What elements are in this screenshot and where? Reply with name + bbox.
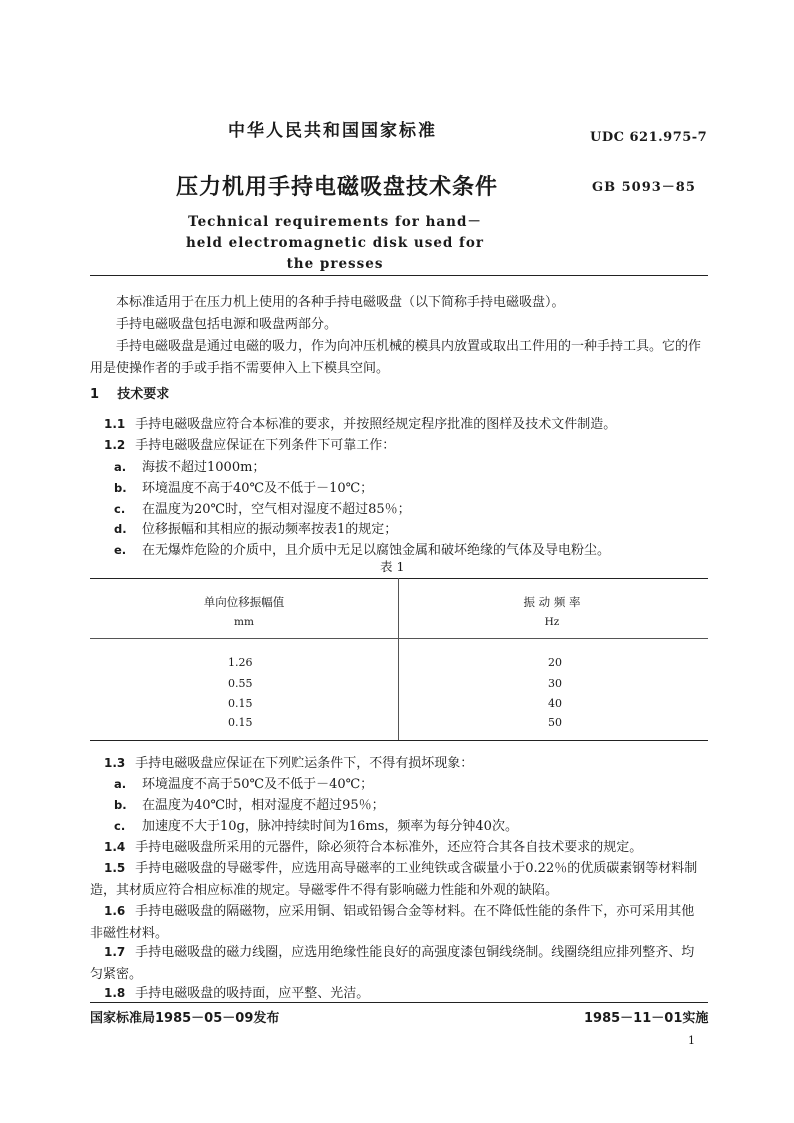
table-header-amplitude-unit: mm — [234, 616, 254, 628]
clause-number: 1.5 — [104, 861, 126, 875]
list-text: 海拔不超过1000m； — [142, 460, 266, 475]
section-1-number: 1 — [90, 387, 100, 402]
list-item — [90, 477, 706, 500]
clause-1-4 — [90, 836, 706, 859]
header-divider — [90, 275, 708, 276]
clause-number: 1.7 — [104, 945, 126, 959]
issue-date: 国家标准局1985－05－09发布 — [90, 1011, 280, 1026]
clause-1-5 — [90, 857, 706, 902]
list-item — [90, 794, 706, 817]
list-label: b. — [114, 798, 127, 812]
clause-text: 手持电磁吸盘应符合本标准的要求，并按照经规定程序批准的图样及技术文件制造。 — [135, 417, 617, 432]
table-caption: 表 1 — [380, 559, 405, 574]
list-label: e. — [114, 543, 127, 557]
document-title-cn: 压力机用手持电磁吸盘技术条件 — [176, 175, 499, 200]
table-bottom-rule — [90, 740, 708, 741]
list-text: 环境温度不高于40℃及不低于－10℃； — [142, 481, 374, 496]
issuing-country-standard-heading: 中华人民共和国国家标准 — [228, 121, 437, 141]
intro-paragraph-3: 手持电磁吸盘是通过电磁的吸力，作为向冲压机械的模具内放置或取出工件用的一种手持工具。它的作用是使操作者的手或手指不需要伸入上下模具空间。 — [90, 339, 702, 376]
list-label: c. — [114, 502, 126, 516]
table-cell-frequency: 50 — [548, 716, 562, 729]
table-header-rule — [90, 638, 708, 639]
list-text: 在温度为40℃时，相对湿度不超过95％； — [142, 798, 385, 813]
list-text: 在无爆炸危险的介质中，且介质中无足以腐蚀金属和破坏绝缘的气体及导电粉尘。 — [142, 543, 611, 558]
table-header-amplitude: 单向位移振幅值 — [203, 595, 285, 609]
list-item — [90, 815, 706, 838]
list-label: a. — [114, 777, 127, 791]
clause-1-2 — [90, 434, 706, 457]
table-top-rule — [90, 578, 708, 579]
clause-1-1 — [90, 413, 706, 436]
table-header-frequency-unit: Hz — [544, 616, 560, 628]
effective-date: 1985－11－01实施 — [584, 1011, 709, 1026]
clause-number: 1.4 — [104, 840, 126, 854]
clause-text: 手持电磁吸盘所采用的元器件，除必须符合本标准外，还应符合其各自技术要求的规定。 — [135, 840, 643, 855]
intro-paragraph-1: 本标准适用于在压力机上使用的各种手持电磁吸盘（以下简称手持电磁吸盘）。 — [116, 295, 565, 310]
list-label: d. — [114, 522, 127, 536]
table-1 — [90, 578, 708, 742]
intro-paragraph-2: 手持电磁吸盘包括电源和吸盘两部分。 — [116, 317, 338, 332]
page-number: 1 — [688, 1034, 695, 1047]
footer-divider — [90, 1002, 708, 1003]
list-label: a. — [114, 460, 127, 474]
table-cell-amplitude: 1.26 — [228, 656, 253, 669]
list-text: 环境温度不高于50℃及不低于－40℃； — [142, 777, 374, 792]
list-item — [90, 773, 706, 796]
table-cell-frequency: 30 — [548, 677, 562, 690]
udc-code: UDC 621.975-7 — [590, 130, 708, 145]
clause-number: 1.8 — [104, 986, 126, 1000]
clause-number: 1.2 — [104, 438, 126, 452]
clause-1-3 — [90, 752, 706, 775]
list-text: 位移振幅和其相应的振动频率按表1的规定； — [142, 522, 398, 537]
clause-text: 手持电磁吸盘应保证在下列条件下可靠工作： — [135, 438, 396, 453]
section-1-title: 技术要求 — [117, 387, 170, 402]
clause-text: 手持电磁吸盘的磁力线圈，应选用绝缘性能良好的高强度漆包铜线绕制。线圈绕组应排列整齐、均匀紧密。 — [90, 945, 695, 982]
table-cell-amplitude: 0.15 — [228, 697, 253, 710]
list-label: c. — [114, 819, 126, 833]
list-text: 加速度不大于10g，脉冲持续时间为16ms，频率为每分钟40次。 — [142, 819, 518, 834]
clause-1-7 — [90, 941, 706, 986]
table-cell-frequency: 20 — [548, 656, 562, 669]
clause-text: 手持电磁吸盘的吸持面，应平整、光洁。 — [135, 986, 370, 1001]
gb-standard-number: GB 5093－85 — [592, 180, 696, 195]
list-item — [90, 518, 706, 541]
document-title-en: Technical requirements for hand－held electromagnetic disk used for the presses — [185, 214, 484, 272]
section-1-heading — [90, 384, 706, 406]
clause-number: 1.3 — [104, 756, 126, 770]
list-text: 在温度为20℃时，空气相对湿度不超过85％； — [142, 502, 411, 517]
table-cell-frequency: 40 — [548, 697, 562, 710]
clause-number: 1.1 — [104, 417, 126, 431]
clause-text: 手持电磁吸盘的导磁零件，应选用高导磁率的工业纯铁或含碳量小于0.22％的优质碳素钢等材料制造，其材质应符合相应标准的规定。导磁零件不得有影响磁力性能和外观的缺陷。 — [90, 861, 698, 898]
table-cell-amplitude: 0.15 — [228, 716, 253, 729]
table-header-frequency: 振 动 频 率 — [523, 595, 581, 609]
clause-1-6 — [90, 900, 706, 945]
clause-text: 手持电磁吸盘的隔磁物，应采用铜、铝或铅锡合金等材料。在不降低性能的条件下，亦可采用其他非磁性材料。 — [90, 904, 695, 941]
list-label: b. — [114, 481, 127, 495]
clause-number: 1.6 — [104, 904, 126, 918]
clause-text: 手持电磁吸盘应保证在下列贮运条件下，不得有损坏现象： — [135, 756, 474, 771]
list-item — [90, 456, 706, 479]
table-cell-amplitude: 0.55 — [228, 677, 253, 690]
